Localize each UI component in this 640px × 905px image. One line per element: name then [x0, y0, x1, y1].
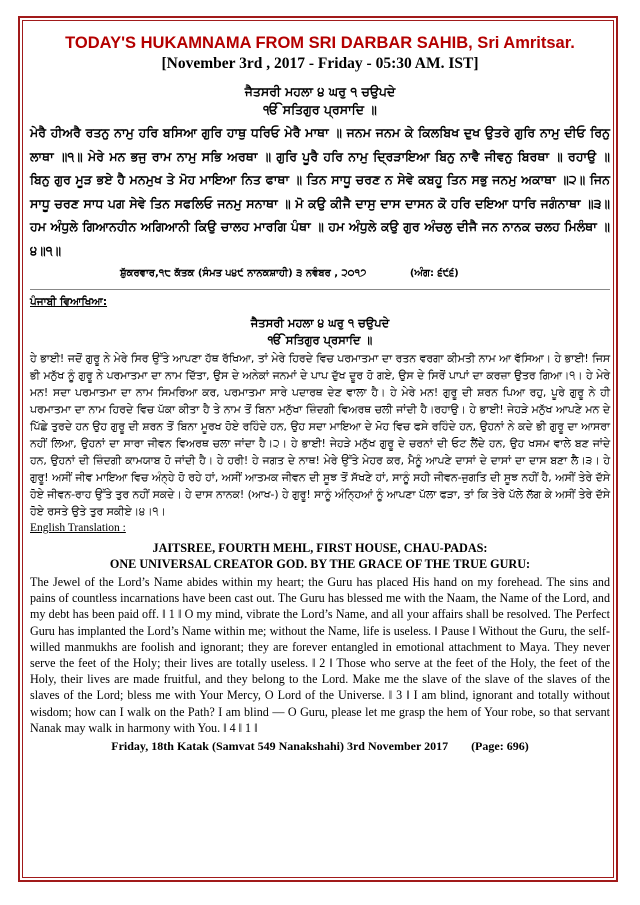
hukamnama-document — [30, 26, 610, 754]
punjabi-heading-raag: ਜੈਤਸਰੀ ਮਹਲਾ ੪ ਘਰੁ ੧ ਚਉਪਦੇ — [250, 316, 390, 330]
english-heading-mool: ONE UNIVERSAL CREATOR GOD. BY THE GRACE OF THE TRUE GURU: — [109, 557, 531, 571]
section-divider — [30, 289, 610, 290]
english-heading-raag: JAITSREE, FOURTH MEHL, FIRST HOUSE, CHAU-PADAS: — [152, 541, 488, 555]
punjabi-heading-mool: ੴ ਸਤਿਗੁਰ ਪ੍ਰਸਾਦਿ ॥ — [267, 333, 373, 347]
gurmukhi-shabad: ਮੇਰੈ ਹੀਅਰੈ ਰਤਨੁ ਨਾਮੁ ਹਰਿ ਬਸਿਆ ਗੁਰਿ ਹਾਥੁ ਧਰਿਓ ਮੇਰੈ ਮਾਥਾ ॥ ਜਨਮ ਜਨਮ ਕੇ ਕਿਲਬਿਖ ਦੁਖ ਉਤਰੇ ਗੁਰਿ ਨਾਮੁ ਦੀਓ ਰਿਨੁ ਲਾਥਾ ॥੧॥ ਮੇਰੇ ਮਨ ਭਜੁ ਰਾਮ ਨਾਮੁ ਸਭਿ ਅਰਥਾ ॥ ਗੁਰਿ ਪੂਰੈ ਹਰਿ ਨਾਮੁ ਦ੍ਰਿੜਾਇਆ ਬਿਨੁ ਨਾਵੈ ਜੀਵਨੁ ਬਿਰਥਾ ॥ ਰਹਾਉ ॥ ਬਿਨੁ ਗੁਰ ਮੂੜ ਭਏ ਹੈ ਮਨਮੁਖ ਤੇ ਮੋਹ ਮਾਇਆ ਨਿਤ ਫਾਥਾ ॥ ਤਿਨ ਸਾਧੂ ਚਰਣ ਨ ਸੇਵੇ ਕਬਹੂ ਤਿਨ ਸਭੁ ਜਨਮੁ ਅਕਾਥਾ ॥੨॥ ਜਿਨ ਸਾਧੂ ਚਰਣ ਸਾਧ ਪਗ ਸੇਵੇ ਤਿਨ ਸਫਲਿਓ ਜਨਮੁ ਸਨਾਥਾ ॥ ਮੋ ਕਉ ਕੀਜੈ ਦਾਸੁ ਦਾਸ ਦਾਸਨ ਕੋ ਹਰਿ ਦਇਆ ਧਾਰਿ ਜਗੰਨਾਥਾ ॥੩॥ ਹਮ ਅੰਧੁਲੇ ਗਿਆਨਹੀਨ ਅਗਿਆਨੀ ਕਿਉ ਚਾਲਹ ਮਾਰਗਿ ਪੰਥਾ ॥ ਹਮ ਅੰਧੁਲੇ ਕਉ ਗੁਰ ਅੰਚਲੁ ਦੀਜੈ ਜਨ ਨਾਨਕ ਚਲਹ ਮਿਲੰਥਾ ॥੪॥੧॥ — [30, 125, 610, 258]
gurmukhi-date-line — [120, 268, 610, 279]
english-page: (Page: 696) — [471, 739, 529, 754]
page-title: TODAY'S HUKAMNAMA FROM SRI DARBAR SAHIB, Sri Amritsar. — [65, 34, 575, 52]
punjabi-explanation: ਹੇ ਭਾਈ! ਜਦੋਂ ਗੁਰੂ ਨੇ ਮੇਰੇ ਸਿਰ ਉੱਤੇ ਆਪਣਾ ਹੱਥ ਰੱਖਿਆ, ਤਾਂ ਮੇਰੇ ਹਿਰਦੇ ਵਿਚ ਪਰਮਾਤਮਾ ਦਾ ਰਤਨ ਵਰਗਾ ਕੀਮਤੀ ਨਾਮ ਆ ਵੱਸਿਆ। ਹੇ ਭਾਈ! ਜਿਸ ਭੀ ਮਨੁੱਖ ਨੂੰ ਗੁਰੂ ਨੇ ਪਰਮਾਤਮਾ ਦਾ ਨਾਮ ਦਿੱਤਾ, ਉਸ ਦੇ ਅਨੇਕਾਂ ਜਨਮਾਂ ਦੇ ਪਾਪ ਦੁੱਖ ਦੂਰ ਹੋ ਗਏ, ਉਸ ਦੇ ਸਿਰੋਂ ਪਾਪਾਂ ਦਾ ਕਰਜ਼ਾ ਉਤਰ ਗਿਆ।੧। ਹੇ ਮੇਰੇ ਮਨ! ਸਦਾ ਪਰਮਾਤਮਾ ਦਾ ਨਾਮ ਸਿਮਰਿਆ ਕਰ, ਪਰਮਾਤਮਾ ਸਾਰੇ ਪਦਾਰਥ ਦੇਣ ਵਾਲਾ ਹੈ। ਹੇ ਮੇਰੇ ਮਨ! ਗੁਰੂ ਦੀ ਸ਼ਰਨ ਪਿਆ ਰਹੁ, ਪੂਰੇ ਗੁਰੂ ਨੇ ਹੀ ਪਰਮਾਤਮਾ ਦਾ ਨਾਮ ਹਿਰਦੇ ਵਿਚ ਪੱਕਾ ਕੀਤਾ ਹੈ ਤੇ ਨਾਮ ਤੋਂ ਬਿਨਾ ਮਨੁੱਖਾ ਜ਼ਿੰਦਗੀ ਵਿਅਰਥ ਚਲੀ ਜਾਂਦੀ ਹੈ।ਰਹਾਉ। ਹੇ ਭਾਈ! ਜੇਹੜੇ ਮਨੁੱਖ ਆਪਣੇ ਮਨ ਦੇ ਪਿੱਛੇ ਤੁਰਦੇ ਹਨ ਉਹ ਗੁਰੂ ਦੀ ਸ਼ਰਨ ਤੋਂ ਬਿਨਾ ਮੂਰਖ ਹੋਏ ਰਹਿੰਦੇ ਹਨ, ਉਹ ਸਦਾ ਮਾਇਆ ਦੇ ਮੋਹ ਵਿਚ ਫਸੇ ਰਹਿੰਦੇ ਹਨ, ਉਹਨਾਂ ਨੇ ਕਦੇ ਭੀ ਗੁਰੂ ਦਾ ਆਸਰਾ ਨਹੀਂ ਲਿਆ, ਉਹਨਾਂ ਦਾ ਸਾਰਾ ਜੀਵਨ ਵਿਅਰਥ ਚਲਾ ਜਾਂਦਾ ਹੈ।੨। ਹੇ ਭਾਈ! ਜੇਹੜੇ ਮਨੁੱਖ ਗੁਰੂ ਦੇ ਚਰਨਾਂ ਦੀ ਓਟ ਲੈਂਦੇ ਹਨ, ਉਹ ਖਸਮ ਵਾਲੇ ਬਣ ਜਾਂਦੇ ਹਨ, ਉਹਨਾਂ ਦੀ ਜ਼ਿੰਦਗੀ ਕਾਮਯਾਬ ਹੋ ਜਾਂਦੀ ਹੈ। ਹੇ ਹਰੀ! ਹੇ ਜਗਤ ਦੇ ਨਾਥ! ਮੇਰੇ ਉੱਤੇ ਮੇਹਰ ਕਰ, ਮੈਨੂੰ ਆਪਣੇ ਦਾਸਾਂ ਦੇ ਦਾਸਾਂ ਦਾ ਦਾਸ ਬਣਾ ਲੈ।੩। ਹੇ ਗੁਰੂ! ਅਸੀਂ ਜੀਵ ਮਾਇਆ ਵਿਚ ਅੰਨ੍ਹੇ ਹੋ ਰਹੇ ਹਾਂ, ਅਸੀਂ ਆਤਮਕ ਜੀਵਨ ਦੀ ਸੂਝ ਤੋਂ ਸੱਖਣੇ ਹਾਂ, ਸਾਨੂੰ ਸਹੀ ਜੀਵਨ-ਜੁਗਤਿ ਦੀ ਸੂਝ ਨਹੀਂ ਹੈ, ਅਸੀਂ ਤੇਰੇ ਦੱਸੇ ਹੋਏ ਜੀਵਨ-ਰਾਹ ਉੱਤੇ ਤੁਰ ਨਹੀਂ ਸਕਦੇ। ਹੇ ਦਾਸ ਨਾਨਕ! (ਆਖ-) ਹੇ ਗੁਰੂ! ਸਾਨੂੰ ਅੰਨ੍ਹਿਆਂ ਨੂੰ ਆਪਣਾ ਪੱਲਾ ਫੜਾ, ਤਾਂ ਕਿ ਤੇਰੇ ਪੱਲੇ ਲੱਗ ਕੇ ਅਸੀਂ ਤੇਰੇ ਦੱਸੇ ਹੋਏ ਰਸਤੇ ਉਤੇ ਤੁਰ ਸਕੀਏ।੪।੧। — [30, 352, 610, 518]
gurmukhi-date: ਸ਼ੁੱਕਰਵਾਰ,੧੮ ਕੱਤਕ (ਸੰਮਤ ੫੪੯ ਨਾਨਕਸ਼ਾਹੀ) ੩ ਨਵੰਬਰ , ੨੦੧੭ — [120, 268, 367, 279]
gurmukhi-heading-raag: ਜੈਤਸਰੀ ਮਹਲਾ ੪ ਘਰੁ ੧ ਚਉਪਦੇ — [244, 84, 396, 99]
english-date-line — [30, 739, 610, 754]
punjabi-label: ਪੰਜਾਬੀ ਵਿਆਖਿਆ: — [30, 296, 108, 308]
gurmukhi-ang: (ਅੰਗ: ੬੯੬) — [409, 268, 459, 279]
date-subtitle: [November 3rd , 2017 - Friday - 05:30 AM. IST] — [161, 55, 479, 72]
english-date: Friday, 18th Katak (Samvat 549 Nanakshahi) 3rd November 2017 — [111, 739, 449, 754]
english-translation: The Jewel of the Lord’s Name abides within my heart; the Guru has placed His hand on my forehead. The sins and pains of countless incarnations have been cast out. The Guru has blessed me with the Naam, the Name of the Lord, and my debt has been paid off. ‖ 1 ‖ O my mind, vibrate the Lord’s Name, and all your affairs shall be resolved. The Perfect Guru has implanted the Lord’s Name within me; without the Name, life is useless. ‖ Pause ‖ Without the Guru, the self-willed manmukhs are foolish and ignorant; they are forever entangled in emotional attachment to Maya. They never serve the feet of the Holy; their lives are totally useless. ‖ 2 ‖ Those who serve at the feet of the Holy, the feet of the Holy, their lives are made fruitful, and they belong to the Lord. Make me the slave of the slave of the slaves of the slaves of the Lord; bless me with Your Mercy, O Lord of the Universe. ‖ 3 ‖ I am blind, ignorant and totally without wisdom; how can I walk on the Path? I am blind — O Guru, please let me grasp the hem of Your robe, so that servant Nanak may walk in harmony with You. ‖ 4 ‖ 1 ‖ — [30, 575, 610, 735]
gurmukhi-heading-mool: ੴ ਸਤਿਗੁਰ ਪ੍ਰਸਾਦਿ ॥ — [263, 102, 377, 117]
english-label: English Translation : — [30, 522, 126, 534]
